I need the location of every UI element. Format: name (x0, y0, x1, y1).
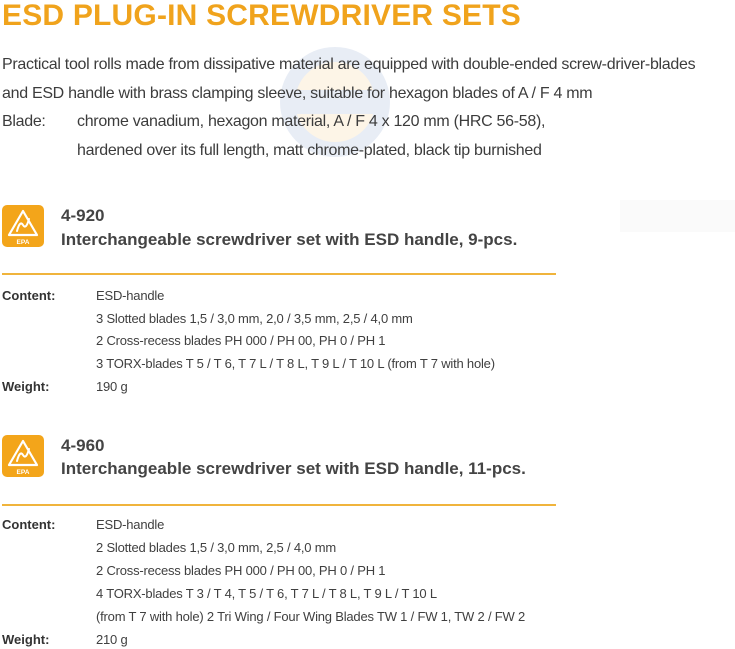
content-item: 3 Slotted blades 1,5 / 3,0 mm, 2,0 / 3,5 mm, 2,5 / 4,0 mm (96, 311, 413, 326)
content-item: 2 Slotted blades 1,5 / 3,0 mm, 2,5 / 4,0 mm (96, 540, 336, 555)
intro-line-2: and ESD handle with brass clamping sleeve, suitable for hexagon blades of A / F 4 mm (2, 85, 593, 102)
content-item: 2 Cross-recess blades PH 000 / PH 00, PH 0 / PH 1 (96, 563, 386, 578)
faint-background-block (620, 200, 735, 232)
content-label: Content: (2, 288, 56, 303)
content-item: 3 TORX-blades T 5 / T 6, T 7 L / T 8 L, T 9 L / T 10 L (from T 7 with hole) (96, 356, 495, 371)
weight-value: 190 g (96, 379, 128, 394)
esd-epa-icon (2, 435, 44, 477)
section-divider (2, 504, 556, 506)
content-label: Content: (2, 517, 56, 532)
content-item: 2 Cross-recess blades PH 000 / PH 00, PH 0 / PH 1 (96, 333, 386, 348)
content-item: 4 TORX-blades T 3 / T 4, T 5 / T 6, T 7 L / T 8 L, T 9 L / T 10 L (96, 586, 437, 601)
weight-label: Weight: (2, 632, 50, 647)
product-code: 4-960 (61, 436, 105, 455)
badge-text: EPA (16, 239, 30, 246)
content-item: (from T 7 with hole) 2 Tri Wing / Four Wing Blades TW 1 / FW 1, TW 2 / FW 2 (96, 609, 526, 624)
product-name: Interchangeable screwdriver set with ESD handle, 9-pcs. (61, 230, 518, 249)
blade-label: Blade: (2, 113, 46, 130)
product-name: Interchangeable screwdriver set with ESD handle, 11-pcs. (61, 459, 526, 478)
section-divider (2, 273, 556, 275)
product-code: 4-920 (61, 206, 105, 225)
esd-epa-icon (2, 205, 44, 247)
page-title: ESD PLUG-IN SCREWDRIVER SETS (2, 0, 521, 32)
content-item: ESD-handle (96, 517, 165, 532)
blade-spec-line-1: chrome vanadium, hexagon material, A / F 4 x 120 mm (HRC 56-58), (77, 113, 546, 130)
badge-text: EPA (16, 469, 30, 476)
weight-label: Weight: (2, 379, 50, 394)
intro-line-1: Practical tool rolls made from dissipative material are equipped with double-ended screw-driver-blades (2, 56, 696, 73)
weight-value: 210 g (96, 632, 128, 647)
blade-spec-line-2: hardened over its full length, matt chrome-plated, black tip burnished (77, 142, 542, 159)
content-item: ESD-handle (96, 288, 165, 303)
